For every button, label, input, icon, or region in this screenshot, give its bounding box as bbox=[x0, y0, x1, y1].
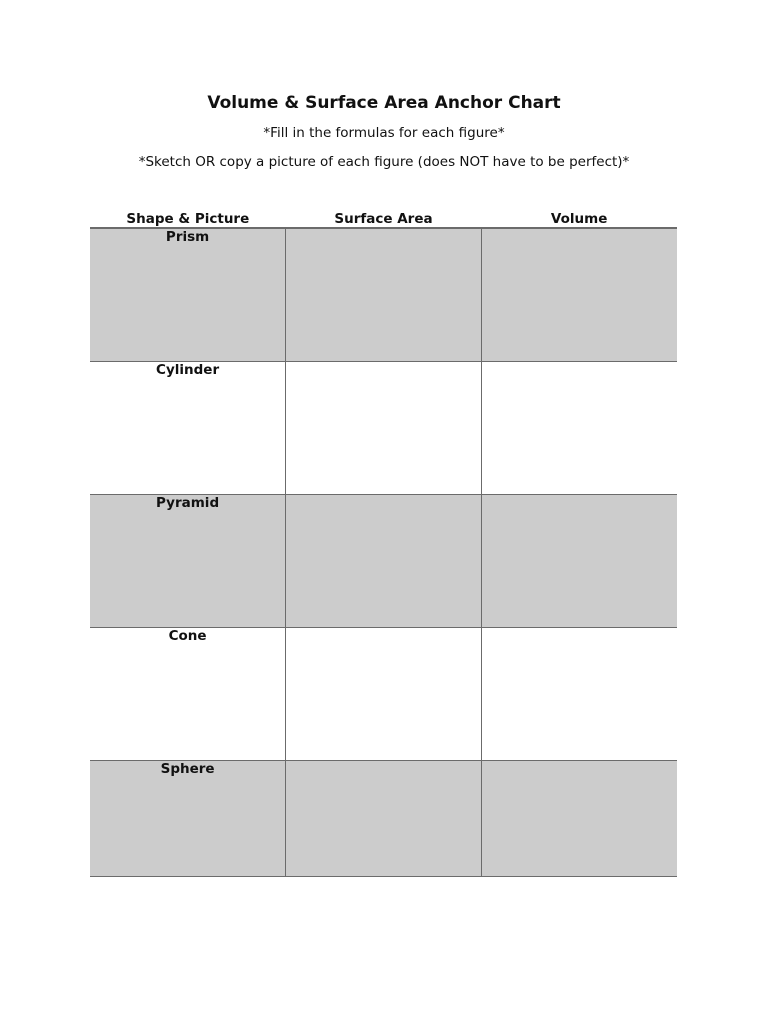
table-header-row bbox=[90, 209, 677, 228]
shape-cell-cylinder[interactable] bbox=[90, 361, 286, 494]
header-volume: Volume bbox=[481, 209, 677, 228]
surface-area-cell-cylinder[interactable] bbox=[286, 361, 482, 494]
table-row-cone bbox=[90, 627, 677, 760]
header-shape-picture: Shape & Picture bbox=[90, 209, 286, 228]
instruction-formulas: *Fill in the formulas for each figure* bbox=[263, 125, 505, 141]
shape-cell-sphere[interactable] bbox=[90, 760, 286, 876]
surface-area-cell-cone[interactable] bbox=[286, 627, 482, 760]
surface-area-cell-prism[interactable] bbox=[286, 228, 482, 361]
volume-cell-cone[interactable] bbox=[481, 627, 677, 760]
surface-area-cell-sphere[interactable] bbox=[286, 760, 482, 876]
table-row-prism bbox=[90, 228, 677, 361]
volume-cell-pyramid[interactable] bbox=[481, 494, 677, 627]
volume-cell-prism[interactable] bbox=[481, 228, 677, 361]
table-row-sphere bbox=[90, 760, 677, 876]
shape-cell-prism[interactable] bbox=[90, 228, 286, 361]
surface-area-cell-pyramid[interactable] bbox=[286, 494, 482, 627]
shape-label-cone: Cone bbox=[168, 627, 207, 644]
instruction-sketch: *Sketch OR copy a picture of each figure (does NOT have to be perfect)* bbox=[138, 154, 630, 170]
shape-label-prism: Prism bbox=[165, 229, 210, 245]
volume-cell-sphere[interactable] bbox=[481, 760, 677, 876]
shape-label-cylinder: Cylinder bbox=[156, 361, 220, 378]
shape-cell-cone[interactable] bbox=[90, 627, 286, 760]
shape-label-pyramid: Pyramid bbox=[156, 494, 220, 511]
table-row-cylinder bbox=[90, 361, 677, 494]
shape-cell-pyramid[interactable] bbox=[90, 494, 286, 627]
table-row-pyramid bbox=[90, 494, 677, 627]
volume-cell-cylinder[interactable] bbox=[481, 361, 677, 494]
header-surface-area: Surface Area bbox=[286, 209, 482, 228]
page-title: Volume & Surface Area Anchor Chart bbox=[207, 93, 561, 113]
anchor-chart-table bbox=[90, 209, 677, 877]
shape-label-sphere: Sphere bbox=[160, 760, 215, 777]
